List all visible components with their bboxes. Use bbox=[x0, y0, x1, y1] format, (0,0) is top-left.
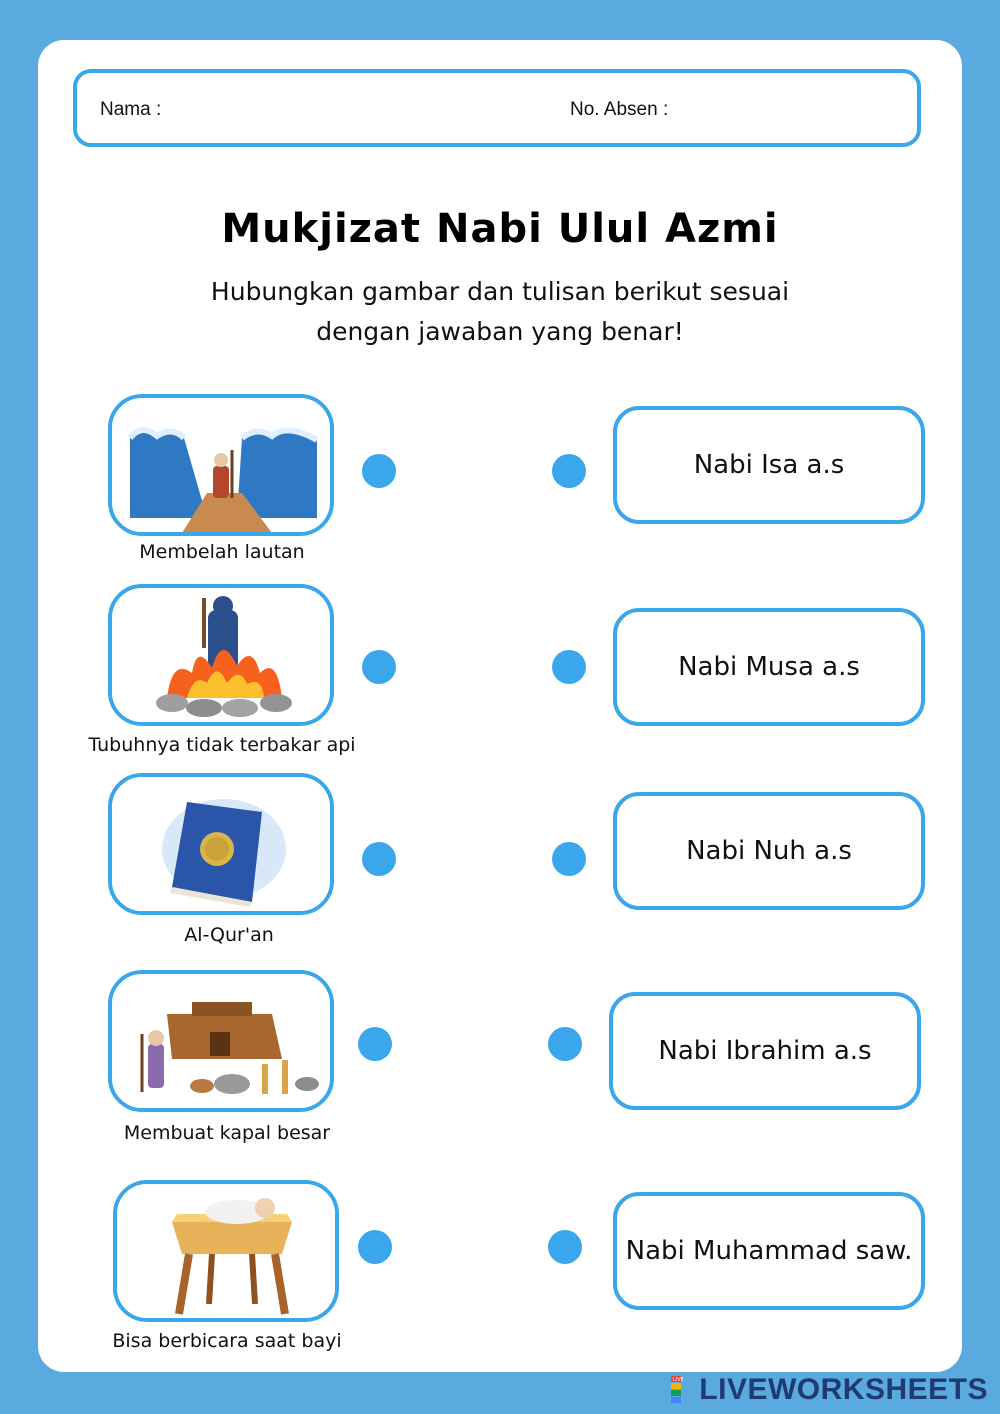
answer-box-4[interactable] bbox=[609, 992, 921, 1110]
caption-3: Al-Qur'an bbox=[184, 924, 274, 946]
sea-parting-picture bbox=[112, 398, 334, 536]
answer-label-4: Nabi Ibrahim a.s bbox=[658, 1036, 872, 1066]
match-dot-right-2[interactable] bbox=[552, 650, 586, 684]
match-dot-left-3[interactable] bbox=[362, 842, 396, 876]
caption-2: Tubuhnya tidak terbakar api bbox=[88, 734, 356, 756]
answer-box-3[interactable] bbox=[613, 792, 925, 910]
fire-picture-box bbox=[108, 584, 334, 726]
liveworksheets-brand-text: LIVEWORKSHEETS bbox=[699, 1373, 988, 1406]
answer-label-1: Nabi Isa a.s bbox=[693, 450, 845, 480]
sea-parting-picture-box bbox=[108, 394, 334, 536]
liveworksheets-logo-icon bbox=[671, 1376, 693, 1404]
answer-label-3: Nabi Nuh a.s bbox=[686, 836, 852, 866]
match-dot-right-1[interactable] bbox=[552, 454, 586, 488]
caption-1: Membelah lautan bbox=[139, 541, 305, 563]
page-title: Mukjizat Nabi Ulul Azmi bbox=[221, 206, 779, 252]
caption-4: Membuat kapal besar bbox=[123, 1122, 331, 1144]
instruction-line-2: dengan jawaban yang benar! bbox=[316, 317, 684, 346]
answer-label-2: Nabi Musa a.s bbox=[678, 652, 860, 682]
liveworksheets-branding bbox=[671, 1372, 988, 1408]
caption-5: Bisa berbicara saat bayi bbox=[112, 1330, 342, 1352]
ark-picture bbox=[112, 974, 334, 1112]
answer-label-5: Nabi Muhammad saw. bbox=[625, 1236, 913, 1266]
match-dot-right-3[interactable] bbox=[552, 842, 586, 876]
instruction-line-1: Hubungkan gambar dan tulisan berikut sesuai bbox=[210, 277, 790, 306]
absen-label: No. Absen : bbox=[570, 99, 669, 120]
match-dot-left-4[interactable] bbox=[358, 1027, 392, 1061]
quran-book-picture-box bbox=[108, 773, 334, 915]
match-dot-right-5[interactable] bbox=[548, 1230, 582, 1264]
match-dot-left-2[interactable] bbox=[362, 650, 396, 684]
answer-box-1[interactable] bbox=[613, 406, 925, 524]
quran-book-picture bbox=[112, 777, 334, 915]
baby-cradle-picture-box bbox=[113, 1180, 339, 1322]
match-dot-left-5[interactable] bbox=[358, 1230, 392, 1264]
student-info-box bbox=[73, 69, 921, 147]
match-dot-right-4[interactable] bbox=[548, 1027, 582, 1061]
ark-picture-box bbox=[108, 970, 334, 1112]
answer-box-5[interactable] bbox=[613, 1192, 925, 1310]
baby-cradle-picture bbox=[117, 1184, 339, 1322]
logo-letters: LIVE bbox=[673, 1377, 685, 1383]
match-dot-left-1[interactable] bbox=[362, 454, 396, 488]
answer-box-2[interactable] bbox=[613, 608, 925, 726]
fire-picture bbox=[112, 588, 334, 726]
name-label: Nama : bbox=[100, 99, 162, 120]
